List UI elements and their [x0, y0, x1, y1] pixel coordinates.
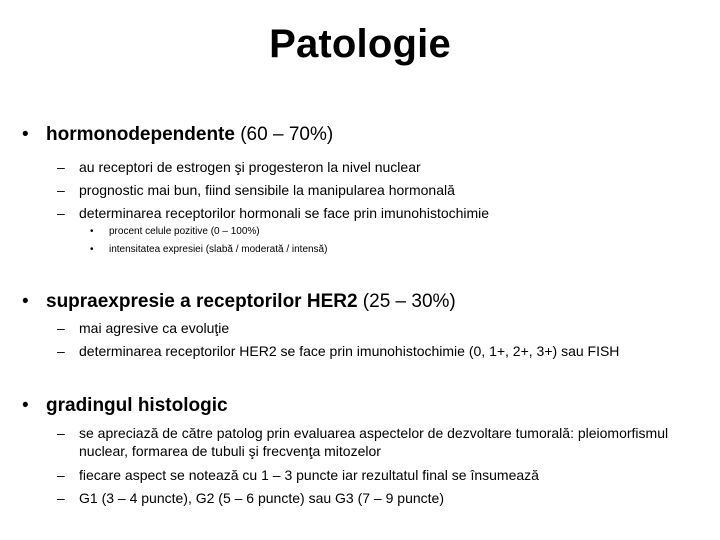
- sub-item: [57, 342, 707, 360]
- sub-sub-item-text: procent celule pozitive (0 – 100%): [109, 226, 260, 237]
- sub-item-text: determinarea receptorilor hormonali se face prin imunohistochimie: [79, 205, 490, 221]
- bullet-marker: •: [22, 124, 29, 145]
- sub-item: [57, 466, 707, 484]
- bullet-hormonodependente: [22, 124, 333, 146]
- sub-item: [57, 158, 707, 176]
- dash-marker: –: [57, 490, 65, 506]
- sub-item-text: G1 (3 – 4 puncte), G2 (5 – 6 puncte) sau G3 (7 – 9 puncte): [79, 490, 444, 506]
- bullet-heading: hormonodependente: [46, 124, 235, 145]
- bullet-marker: •: [90, 226, 94, 237]
- sub-item-text: au receptori de estrogen şi progesteron la nivel nuclear: [79, 159, 421, 175]
- bullet-her2: [22, 291, 456, 313]
- slide-title: Patologie: [269, 22, 451, 66]
- dash-marker: –: [57, 320, 65, 336]
- sub-item-text: prognostic mai bun, fiind sensibile la manipularea hormonală: [79, 182, 455, 198]
- sub-item: [57, 181, 707, 199]
- sub-item: [57, 424, 682, 460]
- bullet-grading: [22, 395, 228, 417]
- sub-item: [57, 489, 707, 507]
- sub-sub-item: [90, 225, 260, 239]
- dash-marker: –: [57, 159, 65, 175]
- dash-marker: –: [57, 182, 65, 198]
- bullet-heading: supraexpresie a receptorilor HER2: [46, 291, 358, 312]
- sub-item: [57, 204, 707, 222]
- bullet-marker: •: [22, 395, 29, 416]
- bullet-marker: •: [22, 291, 29, 312]
- sub-sub-item-text: intensitatea expresiei (slabă / moderată / intensă): [109, 244, 328, 255]
- sub-item-text: mai agresive ca evoluţie: [79, 320, 230, 336]
- bullet-heading: gradingul histologic: [46, 395, 228, 416]
- sub-sub-item: [90, 243, 327, 257]
- bullet-heading-range: (60 – 70%): [234, 124, 334, 145]
- bullet-marker: •: [90, 244, 94, 255]
- sub-item-text: se apreciază de către patolog prin evaluarea aspectelor de dezvoltare tumorală: pleiomorfismul nuclear, formarea de tubuli şi frecvenţa mitozelor: [79, 425, 669, 459]
- sub-item-text: fiecare aspect se notează cu 1 – 3 puncte iar rezultatul final se însumează: [79, 467, 539, 483]
- dash-marker: –: [57, 343, 65, 359]
- sub-item: [57, 319, 707, 337]
- dash-marker: –: [57, 467, 65, 483]
- dash-marker: –: [57, 205, 65, 221]
- dash-marker: –: [57, 425, 65, 441]
- bullet-heading-range: (25 – 30%): [357, 291, 456, 312]
- sub-item-text: determinarea receptorilor HER2 se face prin imunohistochimie (0, 1+, 2+, 3+) sau FISH: [79, 343, 620, 359]
